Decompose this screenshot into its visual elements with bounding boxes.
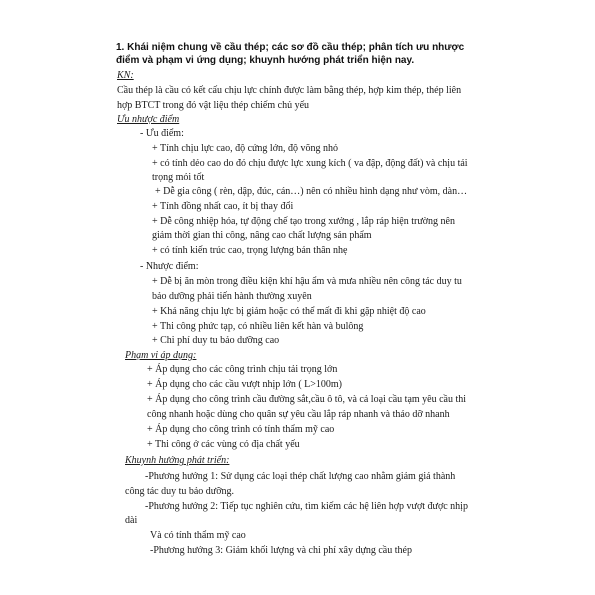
advantage-item: + Dễ công nhiệp hóa, tự động chế tạo trong xưởng , lắp ráp hiện trường nên: [152, 216, 455, 227]
scope-item: + Thi công ở các vùng có địa chất yếu: [147, 439, 300, 450]
advantage-item: trọng mỏi tốt: [152, 172, 205, 183]
title-line-2: điểm và phạm vi ứng dụng; khuynh hướng phát triển hiện nay.: [116, 55, 415, 66]
section-title: [116, 41, 496, 67]
advantage-item: + Tính đồng nhất cao, ít bị thay đổi: [152, 201, 294, 212]
kn-heading: KN:: [117, 70, 134, 81]
trend-item: -Phương hướng 2: Tiếp tục nghiên cứu, tìm kiếm các hệ liên hợp vượt được nhịp: [145, 501, 468, 512]
trend-item: -Phương hướng 1: Sử dụng các loại thép chất lượng cao nhằm giảm giá thành: [145, 471, 456, 482]
advantage-item: giảm thời gian thi công, nâng cao chất lượng sản phẩm: [152, 230, 372, 241]
scope-item: + Áp dụng cho công trình có tính thẩm mỹ cao: [147, 424, 335, 435]
scope-item: + Áp dụng cho công trình cầu đường sắt,cầu ô tô, và cả loại cầu tạm yêu cầu thi: [147, 394, 467, 405]
trend-item: -Phương hướng 3: Giảm khối lượng và chi phí xây dựng cầu thép: [150, 545, 412, 556]
kn-text-line-2: hợp BTCT trong đó vật liệu thép chiếm chủ yếu: [117, 100, 310, 111]
advantages-label: - Ưu điểm:: [140, 128, 184, 139]
scope-item: + Áp dụng cho các công trình chịu tải trọng lớn: [147, 364, 338, 375]
trend-item: Và có tính thẩm mỹ cao: [150, 530, 246, 541]
title-line-1: 1. Khái niệm chung về cầu thép; các sơ đồ cầu thép; phân tích ưu nhược: [116, 42, 465, 53]
scope-item: công nhanh hoặc dùng cho quân sự yêu cầu lắp ráp nhanh và tháo dỡ nhanh: [147, 409, 450, 420]
disadvantage-item: bảo dưỡng phải tiến hành thường xuyên: [152, 291, 312, 302]
trend-item: dài: [125, 515, 138, 526]
advantage-item: + có tính kiến trúc cao, trọng lượng bản thân nhẹ: [152, 245, 348, 256]
advantage-item: + có tính dẻo cao do đó chịu được lực xung kích ( va đập, động đất) và chịu tải: [152, 158, 468, 169]
disadvantages-label: - Nhược điểm:: [140, 261, 199, 272]
disadvantage-item: + Chi phí duy tu bảo dưỡng cao: [152, 335, 280, 346]
scope-item: + Áp dụng cho các cầu vượt nhịp lớn ( L>100m): [147, 379, 343, 390]
disadvantage-item: + Khả năng chịu lực bị giảm hoặc có thể mất đi khi gặp nhiệt độ cao: [152, 306, 426, 317]
kn-text-line-1: Cầu thép là cầu có kết cấu chịu lực chính được làm bằng thép, hợp kim thép, thép liên: [117, 85, 462, 96]
trend-heading: Khuynh hướng phát triển:: [125, 455, 230, 466]
advantage-item: + Dễ gia công ( rèn, dập, đúc, cán…) nên có nhiều hình dạng như vòm, dàn…: [155, 186, 468, 197]
disadvantage-item: + Dễ bị ăn mòn trong điều kiện khí hậu ẩm và mưa nhiều nên công tác duy tu: [152, 276, 462, 287]
advantage-item: + Tính chịu lực cao, độ cứng lớn, độ võng nhỏ: [152, 143, 339, 154]
scope-heading: Phạm vi áp dụng:: [125, 350, 197, 361]
trend-item: công tác duy tu bảo dưỡng.: [125, 486, 235, 497]
advantages-disadvantages-heading: Ưu nhược điểm: [117, 114, 180, 125]
disadvantage-item: + Thi công phức tạp, có nhiều liên kết hàn và bulông: [152, 321, 364, 332]
